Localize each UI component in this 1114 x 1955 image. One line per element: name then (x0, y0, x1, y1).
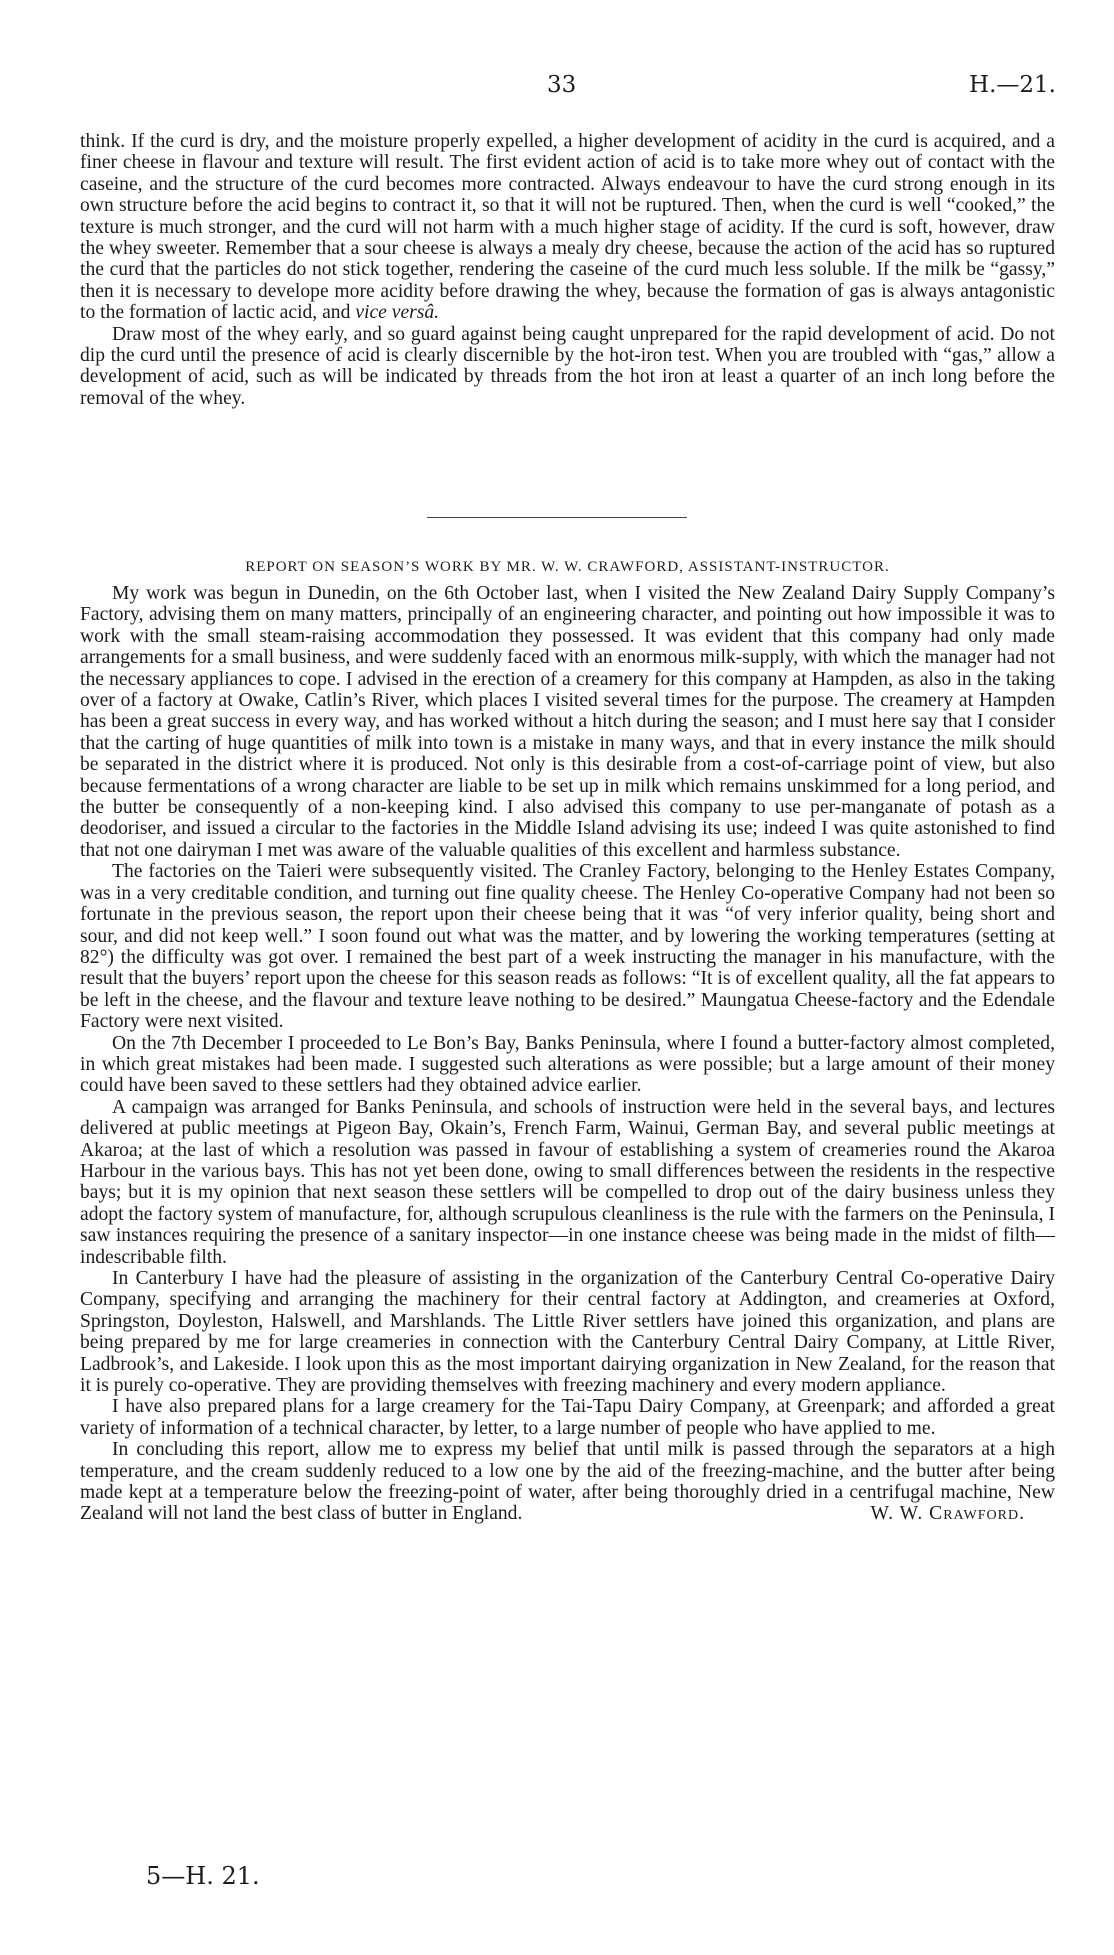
section-divider (427, 517, 687, 518)
paragraph-text: think. If the curd is dry, and the moisture properly expelled, a higher development of acidity in the curd is acquired, and a finer cheese in flavour and texture will result. The first evident action of acid is to take more whey out of contact with the caseine, and the structure of the curd becomes more contracted. Always endeavour to have the curd strong enough in its own structure before the acid begins to contract it, so that it will not be ruptured. Then, when the curd is well “cooked,” the texture is much stronger, and the curd will not harm with a much higher stage of acidity. If the curd is soft, however, draw the whey sweeter. Remember that a sour cheese is always a mealy dry cheese, because the action of the acid has so ruptured the curd that the particles do not stick together, rendering the caseine of the curd much less soluble. If the milk be “gassy,” then it is necessary to develope more acidity before drawing the whey, because the formation of gas is always antagonistic to the formation of lactic acid, and (80, 131, 1055, 324)
report-body (80, 583, 1055, 1525)
report-title: REPORT ON SEASON’S WORK BY MR. W. W. CRAWFORD, ASSISTANT-INSTRUCTOR. (245, 559, 890, 575)
paragraph: Draw most of the whey early, and so guard against being caught unprepared for the rapid development of acid. Do not dip the curd until the presence of acid is clearly discernible by the hot-iron test. When you are troubled with “gas,” allow a development of acid, such as will be indicated by threads from the hot iron at least a quarter of an inch long before the removal of the whey. (80, 323, 1055, 409)
paragraph: I have also prepared plans for a large creamery for the Tai-Tapu Dairy Company, at Greenpark; and afforded a great variety of information of a technical character, by letter, to a large number of people who have applied to me. (80, 1396, 1055, 1439)
page-number: 33 (547, 72, 577, 98)
paragraph: My work was begun in Dunedin, on the 6th October last, when I visited the New Zealand Dairy Supply Company’s Factory, advising them on many matters, principally of an engineering character, and pointing out how impossible it was to work with the small steam-raising accommodation they possessed. It was evident that this company had only made arrangements for a small business, and were suddenly faced with an enormous milk-supply, with which the manager had not the necessary appliances to cope. I advised in the erection of a creamery for this company at Hampden, as also in the taking over of a factory at Owake, Catlin’s River, which places I visited several times for the purpose. The creamery at Hampden has been a great success in every way, and has worked without a hitch during the season; and I must here say that I consider that the carting of huge quantities of milk into town is a mistake in many ways, and that in every instance the milk should be separated in the district where it is produced. Not only is this desirable from a cost-of-carriage point of view, but also because fermentations of a wrong character are liable to be set up in milk which remains unskimmed for a long period, and the butter be consequently of a non-keeping kind. I also advised this company to use per-manganate of potash as a deodoriser, and issued a circular to the factories in the Middle Island advising its use; indeed I was quite astonished to find that not one dairyman I met was aware of the valuable qualities of this excellent and harmless substance. (80, 583, 1055, 861)
footer-reference: 5—H. 21. (146, 1862, 260, 1890)
italic-phrase: vice versâ. (355, 302, 440, 324)
paragraph: The factories on the Taieri were subsequently visited. The Cranley Factory, belonging to the Henley Estates Company, was in a very creditable condition, and turning out fine quality cheese. The Henley Co-operative Company had not been so fortunate in the previous season, the report upon their cheese being that it was “of very inferior quality, being short and sour, and did not keep well.” I soon found out what was the matter, and by lowering the working temperatures (setting at 82°) the difficulty was got over. I remained the best part of a week instructing the manager in his manufacture, with the result that the buyers’ report upon the cheese for this season reads as follows: “It is of excellent quality, all the fat appears to be left in the cheese, and the flavour and texture leave nothing to be desired.” Maungatua Cheese-factory and the Edendale Factory were next visited. (80, 861, 1055, 1033)
paragraph: In concluding this report, allow me to express my belief that until milk is passed through the separators at a high temperature, and the cream suddenly reduced to a low one by the aid of the freezing-machine, and the butter after being made kept at a temperature below the freezing-point of water, after being thoroughly dried in a centrifugal machine, New Zealand will not land the best class of butter in England. (80, 1439, 1055, 1525)
series-reference: H.—21. (969, 72, 1056, 98)
paragraph: In Canterbury I have had the pleasure of assisting in the organization of the Canterbury Central Co-operative Dairy Company, specifying and arranging the machinery for their central factory at Addington, and creameries at Oxford, Springston, Doyleston, Halswell, and Marshlands. The Little River settlers have joined this organization, and plans are being prepared by me for large creameries in connection with the Canterbury Central Dairy Company, at Little River, Ladbrook’s, and Lakeside. I look upon this as the most important dairying organization in New Zealand, for the reason that it is purely co-operative. They are providing themselves with freezing machinery and every modern appliance. (80, 1268, 1055, 1397)
signature: W. W. Crawford. (870, 1503, 1025, 1525)
paragraph (80, 131, 1055, 324)
paragraph: A campaign was arranged for Banks Peninsula, and schools of instruction were held in the several bays, and lectures delivered at public meetings at Pigeon Bay, Okain’s, French Farm, Wainui, German Bay, and several public meetings at Akaroa; at the last of which a resolution was passed in favour of establishing a system of creameries round the Akaroa Harbour in the various bays. This has not yet been done, owing to small differences between the residents in the respective bays; but it is my opinion that next season these settlers will be compelled to drop out of the dairy business unless they adopt the factory system of manufacture, for, although scrupulous cleanliness is the rule with the farmers on the Peninsula, I saw instances requiring the presence of a sanitary inspector—in one instance cheese was being made in the midst of filth—indescribable filth. (80, 1096, 1055, 1268)
paragraph: On the 7th December I proceeded to Le Bon’s Bay, Banks Peninsula, where I found a butter-factory almost completed, in which great mistakes had been made. I suggested such alterations as were possible; but a large amount of their money could have been saved to these settlers had they obtained advice earlier. (80, 1032, 1055, 1097)
previous-section-text (80, 131, 1055, 409)
